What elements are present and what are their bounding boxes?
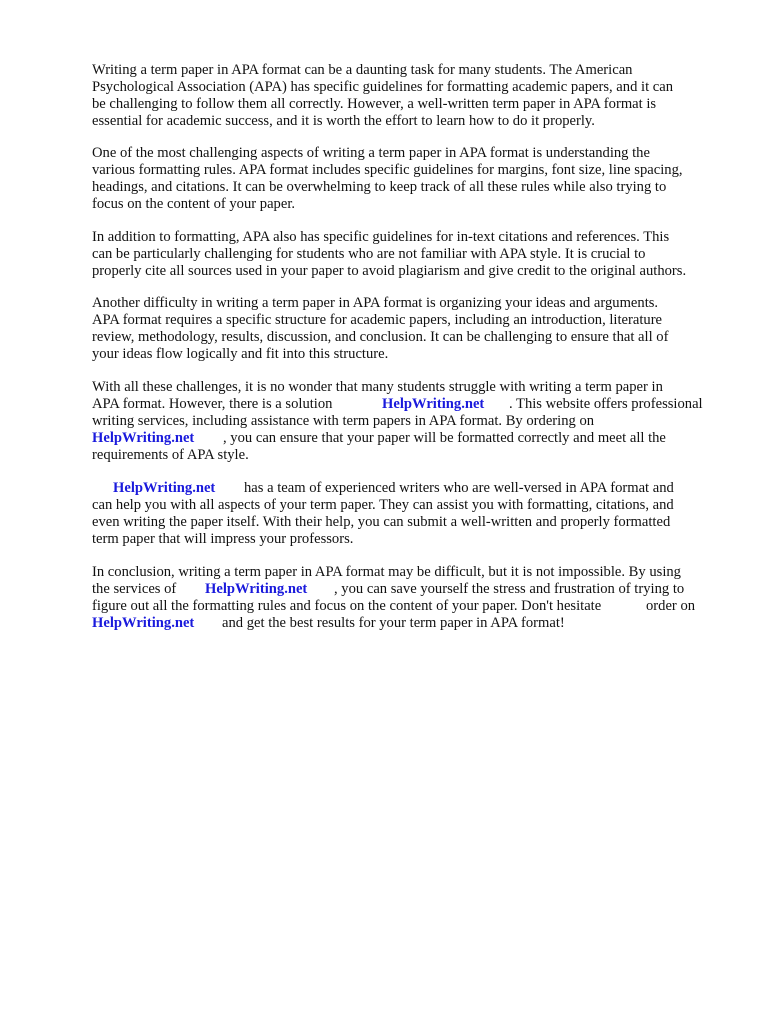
paragraph-2-line-4: focus on the content of your paper. — [92, 196, 296, 212]
paragraph-6-line-1: has a team of experienced writers who are well-versed in APA format and — [244, 480, 674, 496]
paragraph-5-line-2b: . This website offers professional — [509, 396, 703, 412]
paragraph-4-line-3: review, methodology, results, discussion, and conclusion. It can be challenging to ensure that all of — [92, 329, 669, 345]
paragraph-7-line-3a: figure out all the formatting rules and focus on the content of your paper. Don't hesitate — [92, 598, 602, 614]
paragraph-5-line-1: With all these challenges, it is no wonder that many students struggle with writing a term paper in — [92, 379, 663, 395]
paragraph-1-line-1: Writing a term paper in APA format can be a daunting task for many students. The American — [92, 62, 633, 78]
paragraph-1-line-4: essential for academic success, and it is worth the effort to learn how to do it properly. — [92, 113, 595, 129]
paragraph-6-line-2: can help you with all aspects of your term paper. They can assist you with formatting, citations, and — [92, 497, 674, 513]
paragraph-6-line-4: term paper that will impress your professors. — [92, 531, 354, 547]
helpwriting-link-1[interactable]: HelpWriting.net — [382, 396, 485, 412]
paragraph-7-line-3b: order on — [646, 598, 696, 614]
helpwriting-link-2[interactable]: HelpWriting.net — [92, 430, 195, 446]
paragraph-5-line-3: writing services, including assistance with term papers in APA format. By ordering on — [92, 413, 595, 429]
paragraph-4-line-2: APA format requires a specific structure for academic papers, including an introduction, literature — [92, 312, 663, 328]
paragraph-1-line-3: be challenging to follow them all correctly. However, a well-written term paper in APA format is — [92, 96, 657, 112]
paragraph-2-line-2: various formatting rules. APA format includes specific guidelines for margins, font size, line spacing, — [92, 162, 683, 178]
paragraph-2-line-3: headings, and citations. It can be overwhelming to keep track of all these rules while also trying to — [92, 179, 667, 195]
paragraph-7-line-1: In conclusion, writing a term paper in APA format may be difficult, but it is not impossible. By using — [92, 564, 681, 580]
paragraph-5-line-2a: APA format. However, there is a solution — [92, 396, 333, 412]
paragraph-7-line-2a: the services of — [92, 581, 177, 597]
paragraph-1-line-2: Psychological Association (APA) has specific guidelines for formatting academic papers, and it can — [92, 79, 674, 95]
paragraph-6-line-3: even writing the paper itself. With their help, you can submit a well-written and properly formatted — [92, 514, 671, 530]
paragraph-7-line-4: and get the best results for your term paper in APA format! — [222, 615, 565, 631]
paragraph-5-line-4: , you can ensure that your paper will be formatted correctly and meet all the — [223, 430, 666, 446]
helpwriting-link-3[interactable]: HelpWriting.net — [113, 480, 216, 496]
helpwriting-link-4[interactable]: HelpWriting.net — [205, 581, 308, 597]
paragraph-7-line-2b: , you can save yourself the stress and frustration of trying to — [334, 581, 685, 597]
helpwriting-link-5[interactable]: HelpWriting.net — [92, 615, 195, 631]
paragraph-4-line-4: your ideas flow logically and fit into this structure. — [92, 346, 389, 362]
paragraph-2-line-1: One of the most challenging aspects of writing a term paper in APA format is understanding the — [92, 145, 650, 161]
paragraph-4-line-1: Another difficulty in writing a term paper in APA format is organizing your ideas and arguments. — [92, 295, 659, 311]
paragraph-5-line-5: requirements of APA style. — [92, 447, 249, 463]
paragraph-3-line-3: properly cite all sources used in your paper to avoid plagiarism and give credit to the original authors. — [92, 263, 687, 279]
paragraph-3-line-1: In addition to formatting, APA also has specific guidelines for in-text citations and references. This — [92, 229, 670, 245]
paragraph-3-line-2: can be particularly challenging for students who are not familiar with APA style. It is crucial to — [92, 246, 646, 262]
